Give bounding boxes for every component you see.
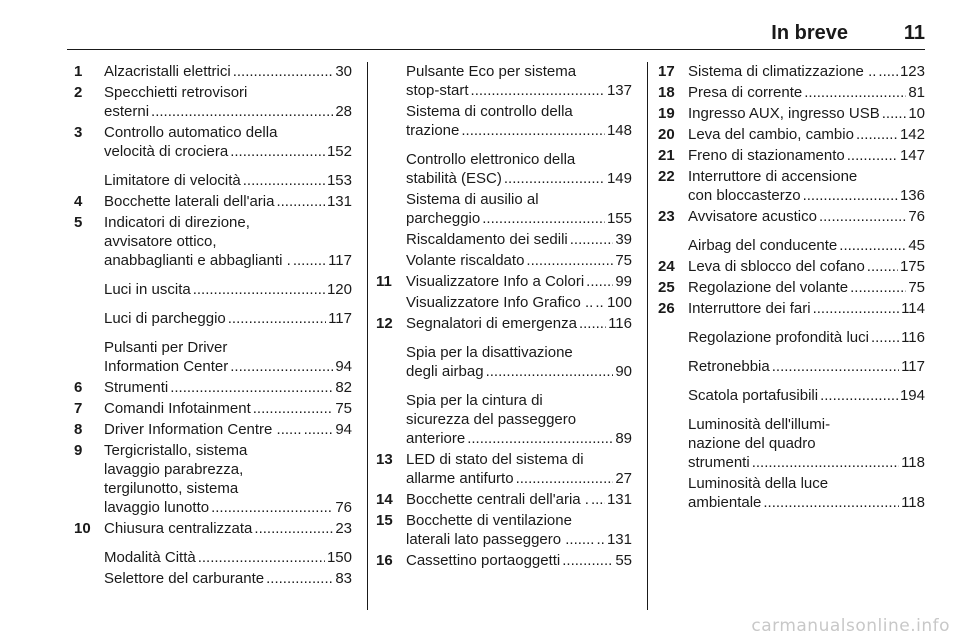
entry-text: Regolazione profondità luci <box>688 329 869 346</box>
entry-text: Ingresso AUX, ingresso USB <box>688 105 880 122</box>
leader-dots <box>839 236 906 255</box>
leader-dots <box>211 498 333 517</box>
entry-text: sicurezza del passeggero <box>406 411 577 428</box>
entry-text: Sistema di climatizzazione .. <box>688 63 877 80</box>
entry-page-ref[interactable]: 131 <box>606 491 632 508</box>
entry-text: laterali lato passeggero ....... <box>406 531 595 548</box>
leader-dots <box>243 171 325 190</box>
entry-text: anteriore <box>406 430 466 447</box>
entry-text: parcheggio <box>406 210 481 227</box>
index-column-1 <box>74 62 352 590</box>
entry-page-ref[interactable]: 81 <box>908 84 925 101</box>
entry-number: 23 <box>658 208 675 225</box>
entry-page-ref[interactable]: 82 <box>335 379 352 396</box>
entry-number: 13 <box>376 451 393 468</box>
leader-dots <box>820 386 898 405</box>
entry-number: 11 <box>376 273 392 290</box>
leader-dots <box>276 192 325 211</box>
entry-page-ref[interactable]: 99 <box>615 273 632 290</box>
entry-text: Retronebbia <box>688 358 770 375</box>
leader-dots <box>293 251 326 270</box>
entry-text: stabilità (ESC) <box>406 170 502 187</box>
entry-text: Comandi Infotainment <box>104 400 251 417</box>
entry-text: Selettore del carburante <box>104 570 265 587</box>
entry-text: Scatola portafusibili <box>688 387 819 404</box>
entry-text: avvisatore ottico, <box>104 233 217 250</box>
entry-number: 3 <box>74 124 83 141</box>
entry-text: LED di stato del sistema di <box>406 451 584 468</box>
index-column-2 <box>376 62 632 572</box>
entry-number: 18 <box>658 84 675 101</box>
leader-dots <box>752 453 899 472</box>
entry-text: esterni <box>104 103 150 120</box>
index-entry <box>662 386 925 405</box>
entry-number: 6 <box>74 379 83 396</box>
entry-page-ref[interactable]: 120 <box>326 281 352 298</box>
entry-text: degli airbag <box>406 363 484 380</box>
leader-dots <box>526 251 613 270</box>
leader-dots <box>763 493 899 512</box>
entry-number: 4 <box>74 193 83 210</box>
entry-page-ref[interactable]: 75 <box>335 400 352 417</box>
index-entry <box>78 309 352 328</box>
entry-text: Regolazione del volante <box>688 279 849 296</box>
index-entry <box>658 146 925 165</box>
entry-page-ref[interactable]: 94 <box>335 358 352 375</box>
index-entry <box>380 190 632 228</box>
entry-number: 16 <box>376 552 393 569</box>
leader-dots <box>233 62 334 81</box>
entry-page-ref[interactable]: 23 <box>335 520 352 537</box>
entry-text: lavaggio lunotto <box>104 499 210 516</box>
index-entry <box>78 338 352 376</box>
entry-page-ref[interactable]: 27 <box>615 470 632 487</box>
entry-number: 9 <box>74 442 83 459</box>
leader-dots <box>819 207 906 226</box>
leader-dots <box>772 357 899 376</box>
leader-dots <box>193 280 325 299</box>
leader-dots <box>254 519 333 538</box>
leader-dots <box>230 142 325 161</box>
leader-dots <box>847 146 898 165</box>
index-entry <box>74 62 352 81</box>
entry-text: Pulsante Eco per sistema <box>406 63 577 80</box>
entry-page-ref[interactable]: 39 <box>615 231 632 248</box>
entry-page-ref[interactable]: 45 <box>908 237 925 254</box>
leader-dots <box>813 299 900 318</box>
index-entry <box>74 123 352 161</box>
index-entry <box>658 207 925 226</box>
entry-page-ref[interactable]: 131 <box>606 531 632 548</box>
column-divider-2 <box>647 62 648 610</box>
entry-text: trazione <box>406 122 460 139</box>
entry-text: anabbaglianti e abbaglianti . <box>104 252 291 269</box>
entry-page-ref[interactable]: 116 <box>901 329 925 346</box>
entry-page-ref[interactable]: 83 <box>335 570 352 587</box>
entry-text: velocità di crociera <box>104 143 229 160</box>
entry-page-ref[interactable]: 131 <box>326 193 352 210</box>
leader-dots <box>586 272 613 291</box>
leader-dots <box>151 102 333 121</box>
index-entry <box>380 230 632 249</box>
entry-page-ref[interactable]: 194 <box>899 387 925 404</box>
entry-text: lavaggio parabrezza, <box>104 461 244 478</box>
index-entry <box>662 236 925 255</box>
index-entry <box>78 548 352 567</box>
entry-page-ref[interactable]: 137 <box>606 82 632 99</box>
entry-text: Alzacristalli elettrici <box>104 63 231 80</box>
leader-dots <box>562 551 613 570</box>
entry-text: Interruttore di accensione <box>688 168 858 185</box>
index-entry <box>662 415 925 472</box>
index-entry <box>380 391 632 448</box>
leader-dots <box>198 548 325 567</box>
entry-text: Driver Information Centre ...... <box>104 421 302 438</box>
entry-page-ref[interactable]: 30 <box>335 63 352 80</box>
leader-dots <box>461 121 605 140</box>
index-entry <box>74 399 352 418</box>
entry-text: Riscaldamento dei sedili <box>406 231 568 248</box>
entry-number: 7 <box>74 400 83 417</box>
entry-text: ambientale <box>688 494 762 511</box>
entry-text: Visualizzatore Info Grafico .. <box>406 294 594 311</box>
leader-dots <box>804 83 906 102</box>
entry-number: 19 <box>658 105 675 122</box>
index-entry <box>380 293 632 312</box>
leader-dots <box>856 125 898 144</box>
leader-dots <box>867 257 898 276</box>
leader-dots <box>304 420 334 439</box>
entry-text: tergilunotto, sistema <box>104 480 239 497</box>
leader-dots <box>579 314 606 333</box>
entry-text: Cassettino portaoggetti <box>406 552 561 569</box>
leader-dots <box>878 62 898 81</box>
entry-text: Modalità Città <box>104 549 196 566</box>
entry-text: Luminosità della luce <box>688 475 829 492</box>
entry-number: 14 <box>376 491 393 508</box>
leader-dots <box>504 169 605 188</box>
entry-text: Controllo automatico della <box>104 124 278 141</box>
entry-text: allarme antifurto <box>406 470 514 487</box>
entry-text: Avvisatore acustico <box>688 208 817 225</box>
entry-page-ref[interactable]: 149 <box>606 170 632 187</box>
leader-dots <box>882 104 907 123</box>
index-entry <box>380 251 632 270</box>
entry-page-ref[interactable]: 148 <box>606 122 632 139</box>
entry-page-ref[interactable]: 75 <box>908 279 925 296</box>
entry-number: 25 <box>658 279 675 296</box>
leader-dots <box>266 569 333 588</box>
leader-dots <box>170 378 333 397</box>
entry-page-ref[interactable]: 117 <box>901 358 925 375</box>
entry-page-ref[interactable]: 155 <box>606 210 632 227</box>
index-entry <box>376 511 632 549</box>
entry-page-ref[interactable]: 152 <box>326 143 352 160</box>
entry-text: Visualizzatore Info a Colori <box>406 273 585 290</box>
entry-text: Luci in uscita <box>104 281 191 298</box>
entry-page-ref[interactable]: 118 <box>901 494 925 511</box>
column-divider-1 <box>367 62 368 610</box>
index-entry <box>380 150 632 188</box>
index-entry <box>74 83 352 121</box>
index-entry <box>658 125 925 144</box>
entry-page-ref[interactable]: 100 <box>606 294 632 311</box>
header-rule <box>67 49 925 50</box>
index-entry <box>658 257 925 276</box>
index-entry <box>74 420 352 439</box>
entry-text: Specchietti retrovisori <box>104 84 248 101</box>
entry-page-ref[interactable]: 10 <box>908 105 925 122</box>
index-entry <box>658 299 925 318</box>
entry-text: Leva del cambio, cambio <box>688 126 854 143</box>
entry-page-ref[interactable]: 150 <box>326 549 352 566</box>
entry-text: Indicatori di direzione, <box>104 214 250 231</box>
entry-text: Segnalatori di emergenza <box>406 315 577 332</box>
entry-number: 17 <box>658 63 675 80</box>
entry-page-ref[interactable]: 142 <box>899 126 925 143</box>
index-entry <box>658 104 925 123</box>
entry-text: Strumenti <box>104 379 169 396</box>
entry-page-ref[interactable]: 153 <box>326 172 352 189</box>
index-entry <box>662 328 925 347</box>
section-title: In breve <box>771 22 848 44</box>
entry-page-ref[interactable]: 76 <box>335 499 352 516</box>
leader-dots <box>253 399 334 418</box>
entry-text: con bloccasterzo <box>688 187 801 204</box>
index-entry <box>74 441 352 517</box>
entry-number: 5 <box>74 214 83 231</box>
entry-page-ref[interactable]: 116 <box>608 315 632 332</box>
entry-number: 26 <box>658 300 675 317</box>
entry-page-ref[interactable]: 76 <box>908 208 925 225</box>
entry-text: Spia per la disattivazione <box>406 344 573 361</box>
leader-dots <box>570 230 614 249</box>
index-entry <box>376 490 632 509</box>
entry-page-ref[interactable]: 89 <box>615 430 632 447</box>
leader-dots <box>482 209 605 228</box>
leader-dots <box>850 278 906 297</box>
entry-text: nazione del quadro <box>688 435 816 452</box>
entry-text: stop-start <box>406 82 469 99</box>
index-entry <box>74 378 352 397</box>
entry-page-ref[interactable]: 147 <box>899 147 925 164</box>
entry-number: 12 <box>376 315 393 332</box>
entry-text: Airbag del conducente <box>688 237 838 254</box>
index-entry <box>78 569 352 588</box>
entry-text: Pulsanti per Driver <box>104 339 228 356</box>
index-entry <box>662 357 925 376</box>
entry-text: Luci di parcheggio <box>104 310 226 327</box>
entry-text: Presa di corrente <box>688 84 803 101</box>
entry-page-ref[interactable]: 118 <box>901 454 925 471</box>
index-entry <box>376 551 632 570</box>
leader-dots <box>230 357 333 376</box>
entry-text: Freno di stazionamento <box>688 147 845 164</box>
entry-number: 22 <box>658 168 675 185</box>
leader-dots <box>467 429 613 448</box>
index-entry <box>662 474 925 512</box>
index-entry <box>380 62 632 100</box>
entry-text: Bocchette laterali dell'aria <box>104 193 275 210</box>
leader-dots <box>803 186 898 205</box>
index-entry <box>380 102 632 140</box>
entry-number: 24 <box>658 258 675 275</box>
leader-dots <box>516 469 614 488</box>
entry-text: Bocchette centrali dell'aria . <box>406 491 589 508</box>
entry-text: Spia per la cintura di <box>406 392 543 409</box>
entry-text: Limitatore di velocità <box>104 172 241 189</box>
index-entry <box>658 83 925 102</box>
leader-dots <box>871 328 899 347</box>
entry-text: Luminosità dell'illumi- <box>688 416 831 433</box>
entry-page-ref[interactable]: 123 <box>899 63 925 80</box>
entry-text: Chiusura centralizzata <box>104 520 253 537</box>
page-header <box>0 0 960 50</box>
leader-dots <box>595 293 605 312</box>
entry-page-ref[interactable]: 114 <box>901 300 925 317</box>
leader-dots <box>486 362 614 381</box>
entry-number: 2 <box>74 84 83 101</box>
entry-page-ref[interactable]: 55 <box>615 552 632 569</box>
leader-dots <box>596 530 605 549</box>
entry-text: strumenti <box>688 454 750 471</box>
leader-dots <box>228 309 326 328</box>
index-entry <box>380 343 632 381</box>
entry-number: 1 <box>74 63 83 80</box>
index-entry <box>74 519 352 538</box>
entry-page-ref[interactable]: 94 <box>335 421 352 438</box>
index-entry <box>658 167 925 205</box>
entry-text: Bocchette di ventilazione <box>406 512 572 529</box>
entry-page-ref[interactable]: 75 <box>615 252 632 269</box>
entry-text: Interruttore dei fari <box>688 300 811 317</box>
leader-dots <box>591 490 605 509</box>
index-entry <box>658 62 925 81</box>
entry-text: Sistema di controllo della <box>406 103 573 120</box>
entry-number: 21 <box>658 147 675 164</box>
index-entry <box>74 192 352 211</box>
index-entry <box>376 272 632 291</box>
index-entry <box>658 278 925 297</box>
entry-text: Leva di sblocco del cofano <box>688 258 865 275</box>
entry-number: 20 <box>658 126 675 143</box>
entry-page-ref[interactable]: 136 <box>899 187 925 204</box>
leader-dots <box>471 81 605 100</box>
entry-page-ref[interactable]: 90 <box>615 363 632 380</box>
entry-text: Volante riscaldato <box>406 252 525 269</box>
index-entry <box>78 171 352 190</box>
index-entry <box>74 213 352 270</box>
entry-text: Tergicristallo, sistema <box>104 442 248 459</box>
entry-page-ref[interactable]: 117 <box>328 252 352 269</box>
index-column-3 <box>658 62 925 514</box>
page-number: 11 <box>903 22 925 44</box>
entry-page-ref[interactable]: 117 <box>328 310 352 327</box>
index-entry <box>376 450 632 488</box>
index-entry <box>78 280 352 299</box>
entry-page-ref[interactable]: 175 <box>899 258 925 275</box>
entry-number: 15 <box>376 512 393 529</box>
entry-number: 10 <box>74 520 91 537</box>
entry-text: Information Center <box>104 358 229 375</box>
entry-text: Controllo elettronico della <box>406 151 576 168</box>
watermark: carmanualsonline.info <box>751 616 950 636</box>
entry-page-ref[interactable]: 28 <box>335 103 352 120</box>
entry-number: 8 <box>74 421 83 438</box>
entry-text: Sistema di ausilio al <box>406 191 539 208</box>
index-entry <box>376 314 632 333</box>
